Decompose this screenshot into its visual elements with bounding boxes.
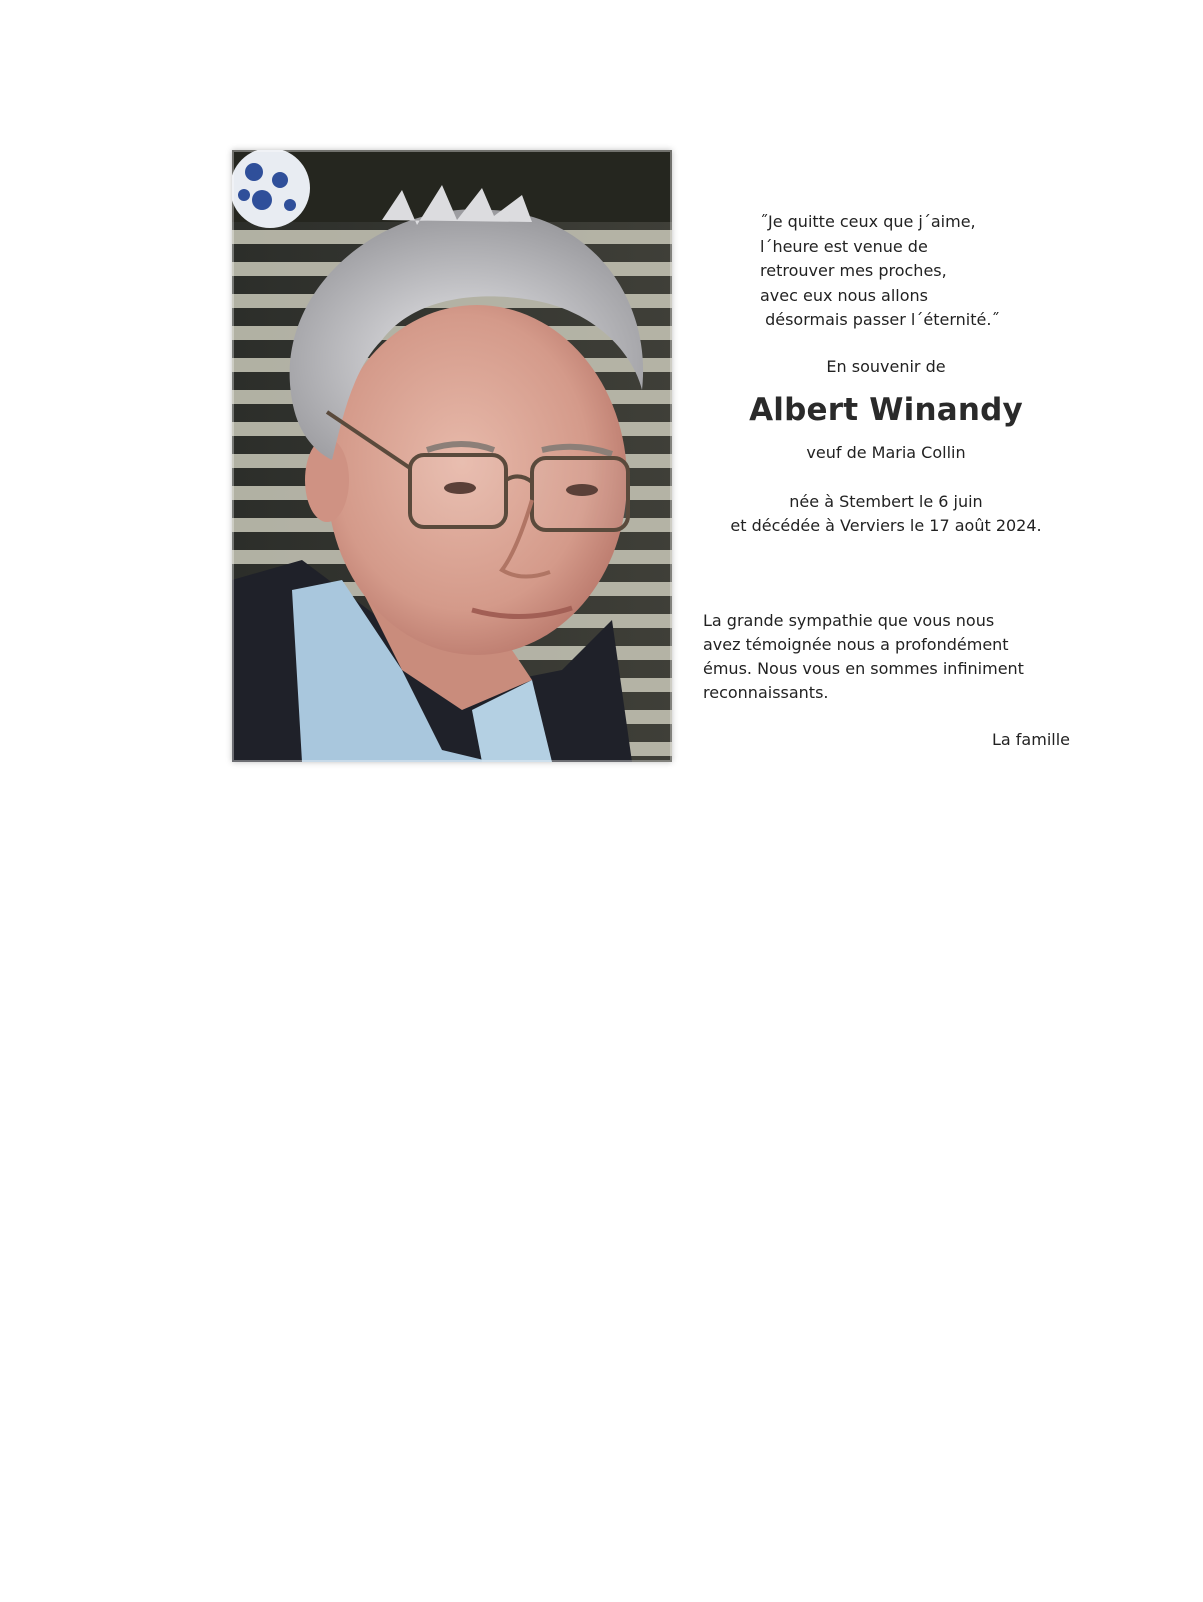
poem-line: avec eux nous allons <box>760 285 928 305</box>
deceased-name: Albert Winandy <box>749 392 1023 428</box>
thanks-line: La grande sympathie que vous nous <box>703 611 995 630</box>
thanks-line: reconnaissants. <box>703 683 829 702</box>
poem-line: désormais passer l´éternité.˝ <box>760 310 1000 329</box>
thanks-line: émus. Nous vous en sommes infiniment <box>703 659 1024 678</box>
poem-line: l´heure est venue de <box>760 236 928 256</box>
portrait-photo <box>232 150 672 762</box>
thanks-line: avez témoignée nous a profondément <box>703 635 1009 654</box>
birth-line: née à Stembert le 6 juin <box>789 492 983 511</box>
poem-line: ˝Je quitte ceux que j´aime, <box>760 212 976 231</box>
widow-of-line: veuf de Maria Collin <box>806 443 966 462</box>
memorial-poem <box>760 210 1060 333</box>
death-line: et décédée à Verviers le 17 août 2024. <box>730 516 1042 535</box>
poem-line: retrouver mes proches, <box>760 261 947 280</box>
birth-death-dates <box>690 490 1082 538</box>
family-signature: La famille <box>991 730 1070 749</box>
thanks-message <box>703 609 1083 705</box>
portrait-illustration <box>232 150 672 762</box>
souvenir-heading: En souvenir de <box>826 357 946 376</box>
